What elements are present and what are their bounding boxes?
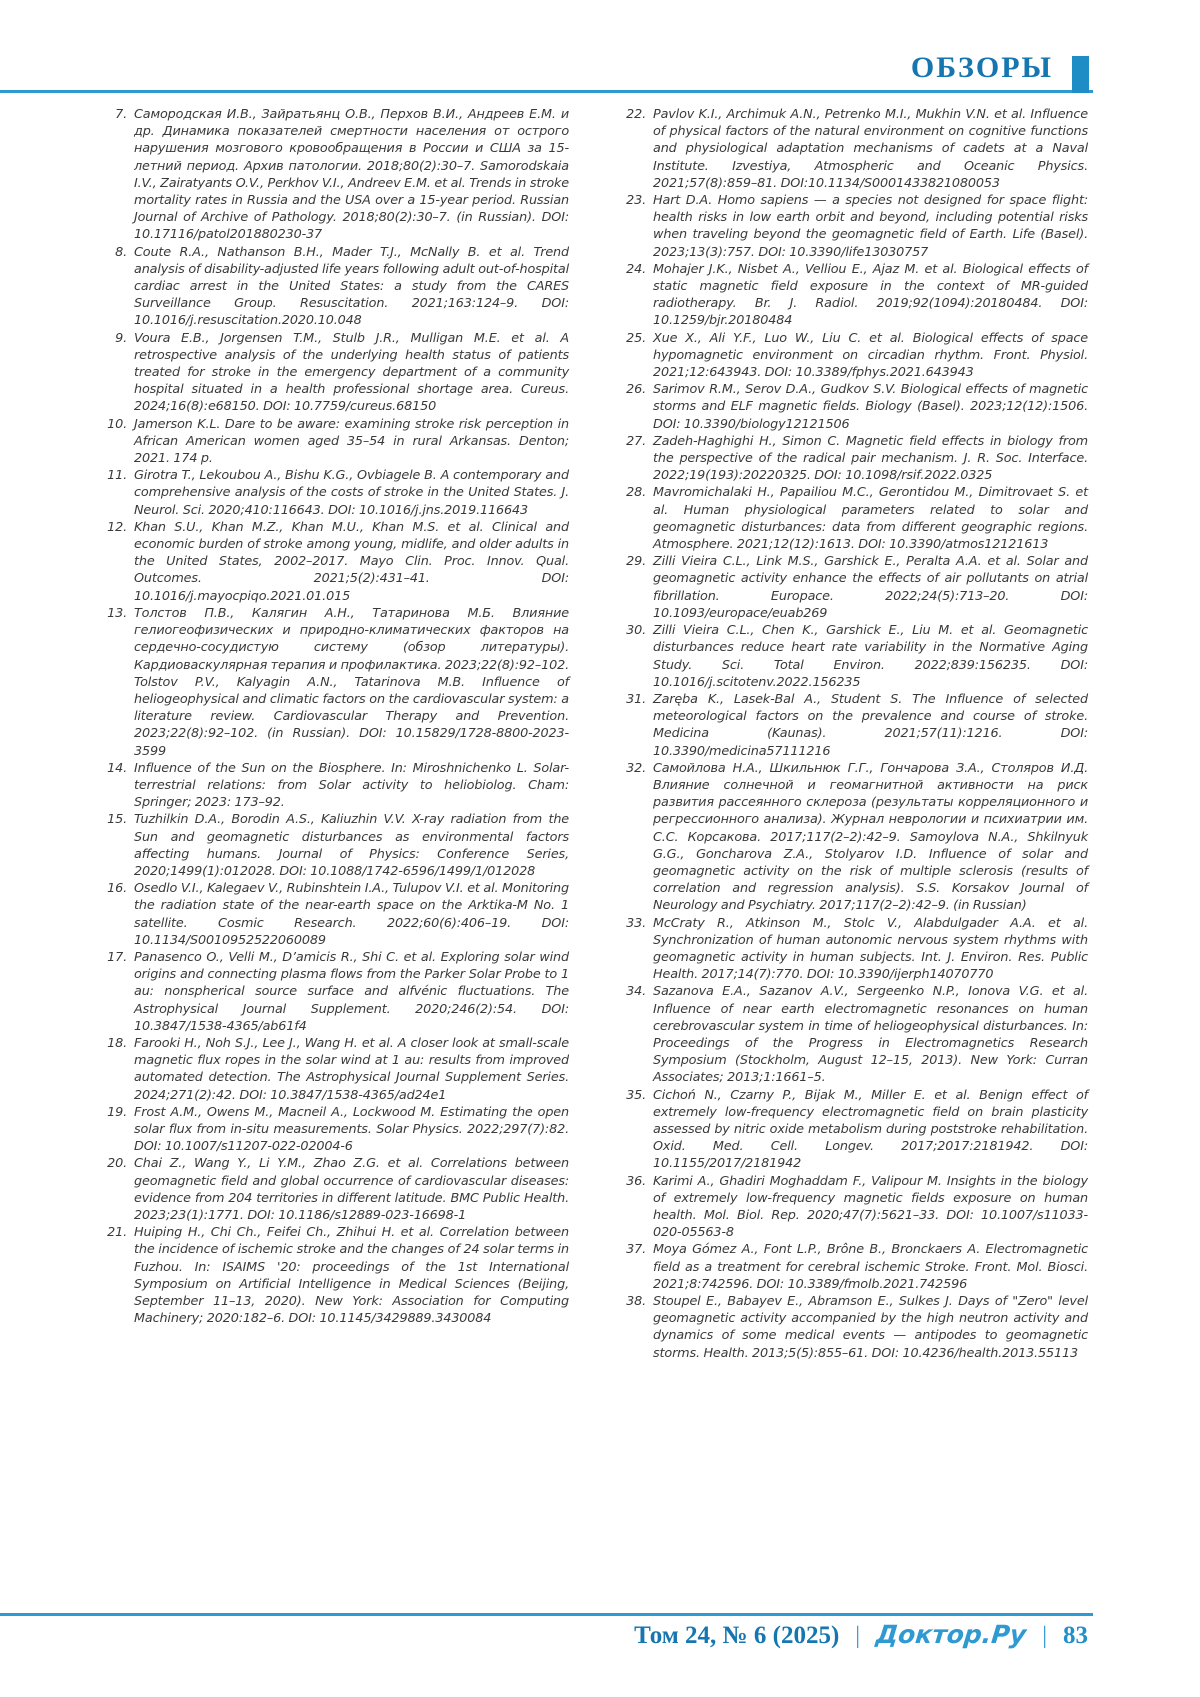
reference-text: Zadeh-Haghighi H., Simon C. Magnetic field effects in biology from the perspective of the radical pair mechanism. J. R. Soc. Interface. 2022;19(193):20220325. DOI: 10.1098/rsif.2022.0325 [653, 433, 1088, 484]
reference-item [100, 519, 569, 605]
reference-item [100, 467, 569, 519]
reference-number: 31. [626, 691, 646, 707]
reference-item [619, 553, 1088, 622]
footer [634, 1620, 1088, 1650]
reference-text: Khan S.U., Khan M.Z., Khan M.U., Khan M.S. et al. Clinical and economic burden of stroke among young, midlife, and older adults in the United States, 2002–2017. Mayo Clin. Proc. Innov. Qual. Outcomes. 2021;5(2):431–41. DOI: 10.1016/j.mayocpiqo.2021.01.015 [134, 519, 569, 604]
reference-text: Frost A.M., Owens M., Macneil A., Lockwood M. Estimating the open solar flux from in-situ measurements. Solar Physics. 2022;297(7):82. DOI: 10.1007/s11207-022-02004-6 [134, 1104, 569, 1155]
reference-item [619, 983, 1088, 1086]
footer-rule [0, 1613, 1093, 1616]
reference-text: Толстов П.В., Калягин А.Н., Татаринова М.Б. Влияние гелиогеофизических и природно-климатических факторов на сердечно-сосудистую систему (обзор литературы). Кардиоваскулярная терапия и профилактика. 2023;22(8):92–102. Tolstov P.V., Kalyagin A.N., Tatarinova M.B. Influence of heliogeophysical and climatic factors on the cardiovascular system: a literature review. Cardiovascular Therapy and Prevention. 2023;22(8):92–102. (in Russian). DOI: 10.15829/1728-8800-2023-3599 [134, 605, 569, 759]
reference-text: Самойлова Н.А., Шкильнюк Г.Г., Гончарова З.А., Столяров И.Д. Влияние солнечной и геомагнитной активности на риск развития рассеянного склероза (результаты корреляционного и регрессионного анализа). Журнал неврологии и психиатрии им. С.С. Корсакова. 2017;117(2–2):42–9. Samoylova N.A., Shkilnyuk G.G., Goncharova Z.A., Stolyarov I.D. Influence of solar and geomagnetic activity on the risk of multiple sclerosis (results of correlation and regression analysis). S.S. Korsakov Journal of Neurology and Psychiatry. 2017;117(2–2):42–9. (in Russian) [653, 760, 1088, 914]
references-section [100, 106, 1088, 1362]
reference-number: 19. [107, 1104, 127, 1120]
journal-brand-logo: Доктор.Ру [874, 1620, 1028, 1649]
reference-number: 20. [107, 1156, 127, 1172]
reference-number: 18. [107, 1035, 127, 1051]
reference-text: Самородская И.В., Зайратьянц О.В., Перхов В.И., Андреев Е.М. и др. Динамика показателей смертности населения от острого нарушения мозгового кровообращения в России и США за 15-летний период. Архив патологии. 2018;80(2):30–7. Samorodskaia I.V., Zairatyants O.V., Perkhov V.I., Andreev E.M. et al. Trends in stroke mortality rates in Russia and the USA over a 15-year period. Russian Journal of Archive of Pathology. 2018;80(2):30–7. (in Russian). DOI: 10.17116/patol201880230-37 [134, 107, 569, 243]
reference-text: Karimi A., Ghadiri Moghaddam F., Valipour M. Insights in the biology of extremely low-frequency magnetic fields exposure on human health. Mol. Biol. Rep. 2020;47(7):5621–33. DOI: 10.1007/s11033-020-05563-8 [653, 1173, 1088, 1241]
reference-text: Mavromichalaki H., Papailiou M.C., Gerontidou M., Dimitrovaet S. et al. Human physiological parameters related to solar and geomagnetic disturbances: data from different geographic regions. Atmosphere. 2021;12(12):1613. DOI: 10.3390/atmos12121613 [653, 485, 1088, 553]
reference-text: Zilli Vieira C.L., Chen K., Garshick E., Liu M. et al. Geomagnetic disturbances reduce heart rate variability in the Normative Aging Study. Sci. Total Environ. 2022;839:156235. DOI: 10.1016/j.scitotenv.2022.156235 [653, 623, 1088, 690]
reference-number: 36. [626, 1173, 646, 1189]
reference-item [619, 1293, 1088, 1362]
reference-text: Zilli Vieira C.L., Link M.S., Garshick E., Peralta A.A. et al. Solar and geomagnetic activity enhance the effects of air pollutants on atrial fibrillation. Europace. 2022;24(5):713–20. DOI: 10.1093/europace/euab269 [653, 554, 1088, 621]
reference-number: 8. [115, 244, 127, 260]
reference-number: 30. [626, 623, 646, 639]
reference-text: Girotra T., Lekoubou A., Bishu K.G., Ovbiagele B. A contemporary and comprehensive analysis of the costs of stroke in the United States. J. Neurol. Sci. 2020;410:116643. DOI: 10.1016/j.jns.2019.116643 [134, 468, 569, 518]
reference-number: 38. [626, 1294, 646, 1310]
reference-item [100, 880, 569, 949]
reference-item [619, 106, 1088, 192]
reference-text: Influence of the Sun on the Biosphere. In: Miroshnichenko L. Solar-terrestrial relations: from Solar activity to heliobiolog. Cham: Springer; 2023: 173–92. [134, 760, 569, 811]
reference-item [619, 484, 1088, 553]
reference-item [619, 192, 1088, 261]
reference-item [619, 760, 1088, 915]
reference-number: 25. [626, 330, 646, 346]
reference-text: Jamerson K.L. Dare to be aware: examining stroke risk perception in African American women aged 35–54 in rural Arkansas. Denton; 2021. 174 p. [134, 416, 569, 467]
reference-text: Mohajer J.K., Nisbet A., Velliou E., Ajaz M. et al. Biological effects of static magnetic field exposure in the context of MR-guided radiotherapy. Br. J. Radiol. 2019;92(1094):20180484. DOI: 10.1259/bjr.20180484 [653, 261, 1088, 329]
reference-number: 28. [626, 485, 646, 501]
references-column-right [619, 106, 1088, 1362]
reference-item [100, 1224, 569, 1327]
reference-number: 35. [626, 1087, 646, 1103]
header-rule [0, 90, 1093, 93]
reference-text: Xue X., Ali Y.F., Luo W., Liu C. et al. Biological effects of space hypomagnetic environment on circadian rhythm. Front. Physiol. 2021;12:643943. DOI: 10.3389/fphys.2021.643943 [653, 330, 1088, 381]
reference-item [619, 1173, 1088, 1242]
reference-item [100, 1104, 569, 1156]
references-column-left [100, 106, 569, 1327]
reference-text: Chai Z., Wang Y., Li Y.M., Zhao Z.G. et al. Correlations between geomagnetic field and global occurrence of cardiovascular diseases: evidence from 204 territories in different latitude. BMC Public Health. 2023;23(1):1771. DOI: 10.1186/s12889-023-16698-1 [134, 1156, 569, 1223]
reference-item [619, 381, 1088, 433]
page-number: 83 [1063, 1622, 1088, 1649]
reference-item [100, 416, 569, 468]
reference-text: Zaręba K., Lasek-Bal A., Student S. The Influence of selected meteorological factors on the prevalence and course of stroke. Medicina (Kaunas). 2021;57(11):1216. DOI: 10.3390/medicina57111216 [653, 691, 1088, 759]
reference-item [619, 915, 1088, 984]
reference-number: 29. [626, 554, 646, 570]
reference-item [619, 691, 1088, 760]
reference-number: 17. [107, 949, 127, 965]
footer-separator: | [1042, 1623, 1047, 1649]
reference-number: 22. [626, 107, 646, 122]
reference-number: 37. [626, 1242, 646, 1258]
reference-item [100, 1035, 569, 1104]
reference-number: 13. [107, 605, 127, 621]
reference-text: Huiping H., Chi Ch., Feifei Ch., Zhihui H. et al. Correlation between the incidence of ischemic stroke and the changes of 24 solar terms in Fuzhou. In: ISAIMS '20: proceedings of the 1st International Symposium on Artificial Intelligence in Medical Sciences (Beijing, September 11–13, 2020). New York: Association for Computing Machinery; 2020:182–6. DOI: 10.1145/3429889.3430084 [134, 1225, 569, 1327]
reference-number: 11. [107, 468, 127, 484]
reference-item [100, 949, 569, 1035]
reference-item [619, 433, 1088, 485]
reference-text: Panasenco O., Velli M., D’amicis R., Shi C. et al. Exploring solar wind origins and connecting plasma flows from the Parker Solar Probe to 1 au: nonspherical source surface and alfvénic fluctuations. The Astrophysical Journal Supplement. 2020;246(2):54. DOI: 10.3847/1538-4365/ab61f4 [134, 949, 569, 1034]
reference-item [100, 811, 569, 880]
reference-item [100, 760, 569, 812]
reference-number: 12. [107, 519, 127, 535]
reference-text: Hart D.A. Homo sapiens — a species not designed for space flight: health risks in low earth orbit and beyond, including potential risks when traveling beyond the geomagnetic field of Earth. Life (Basel). 2023;13(3):757. DOI: 10.3390/life13030757 [653, 193, 1088, 260]
reference-item [619, 622, 1088, 691]
reference-item [100, 244, 569, 330]
reference-number: 15. [107, 812, 127, 828]
reference-number: 16. [107, 881, 127, 897]
reference-text: Voura E.B., Jorgensen T.M., Stulb J.R., Mulligan M.E. et al. A retrospective analysis of the underlying health status of patients treated for stroke in the emergency department of a community hospital situated in a health professional shortage area. Cureus. 2024;16(8):e68150. DOI: 10.7759/cureus.68150 [134, 330, 569, 415]
reference-text: Cichoń N., Czarny P., Bijak M., Miller E. et al. Benign effect of extremely low-frequency electromagnetic field on brain plasticity assessed by nitric oxide metabolism during poststroke rehabilitation. Oxid. Med. Cell. Longev. 2017;2017:2181942. DOI: 10.1155/2017/2181942 [653, 1087, 1088, 1172]
reference-item [100, 330, 569, 416]
reference-number: 21. [107, 1225, 127, 1241]
reference-item [100, 605, 569, 760]
reference-number: 34. [626, 984, 646, 1000]
reference-text: Pavlov K.I., Archimuk A.N., Petrenko M.I., Mukhin V.N. et al. Influence of physical factors of the natural environment on cognitive functions and physiological adaptation mechanisms of cadets at a Naval Institute. Izvestiya, Atmospheric and Oceanic Physics. 2021;57(8):859–81. DOI:10.1134/S0001433821080053 [653, 107, 1088, 191]
reference-number: 32. [626, 760, 646, 776]
reference-number: 9. [115, 330, 127, 346]
reference-text: Tuzhilkin D.A., Borodin A.S., Kaliuzhin V.V. X-ray radiation from the Sun and geomagnetic disturbances as environmental factors affecting humans. Journal of Physics: Conference Series, 2020;1499(1):012028. DOI: 10.1088/1742-6596/1499/1/012028 [134, 812, 569, 879]
reference-number: 27. [626, 433, 646, 449]
reference-text: Sazanova E.A., Sazanov A.V., Sergeenko N.P., Ionova V.G. et al. Influence of near earth electromagnetic resonances on human cerebrovascular system in time of heliogeophysical disturbances. In: Proceedings of the Progress in Electromagnetics Research Symposium (Stockholm, August 12–15, 2013). New York: Curran Associates; 2013;1:1661–5. [653, 984, 1088, 1086]
reference-text: Moya Gómez A., Font L.P., Brône B., Bronckaers A. Electromagnetic field as a treatment for cerebral ischemic Stroke. Front. Mol. Biosci. 2021;8:742596. DOI: 10.3389/fmolb.2021.742596 [653, 1242, 1088, 1292]
reference-number: 24. [626, 261, 646, 277]
reference-text: Stoupel E., Babayev E., Abramson E., Sulkes J. Days of "Zero" level geomagnetic activity accompanied by the high neutron activity and dynamics of some medical events — antipodes to geomagnetic storms. Health. 2013;5(5):855–61. DOI: 10.4236/health.2013.55113 [653, 1294, 1088, 1361]
reference-number: 23. [626, 193, 646, 209]
reference-number: 14. [107, 760, 127, 776]
reference-text: Coute R.A., Nathanson B.H., Mader T.J., McNally B. et al. Trend analysis of disability-adjusted life years following adult out-of-hospital cardiac arrest in the United States: a study from the CARES Surveillance Group. Resuscitation. 2021;163:124–9. DOI: 10.1016/j.resuscitation.2020.10.048 [134, 244, 569, 329]
reference-text: McCraty R., Atkinson M., Stolc V., Alabdulgader A.A. et al. Synchronization of human autonomic nervous system rhythms with geomagnetic activity in human subjects. Int. J. Environ. Res. Public Health. 2017;14(7):770. DOI: 10.3390/ijerph14070770 [653, 915, 1088, 983]
reference-number: 26. [626, 382, 646, 398]
reference-item [619, 330, 1088, 382]
page-title: ОБЗОРЫ [910, 51, 1053, 84]
reference-number: 33. [626, 915, 646, 931]
reference-number: 10. [107, 416, 127, 432]
footer-volume-issue: Том 24, № 6 (2025) [634, 1622, 840, 1649]
reference-item [619, 1087, 1088, 1173]
reference-text: Osedlo V.I., Kalegaev V., Rubinshtein I.A., Tulupov V.I. et al. Monitoring the radiation state of the near-earth space on the Arktika-M No. 1 satellite. Cosmic Research. 2022;60(6):406–19. DOI: 10.1134/S0010952522060089 [134, 881, 569, 948]
reference-item [100, 106, 569, 244]
reference-item [619, 1241, 1088, 1293]
reference-item [100, 1155, 569, 1224]
reference-item [619, 261, 1088, 330]
footer-separator: | [855, 1623, 861, 1649]
reference-text: Farooki H., Noh S.J., Lee J., Wang H. et al. A closer look at small-scale magnetic flux ropes in the solar wind at 1 au: results from improved automated detection. The Astrophysical Journal Supplement Series. 2024;271(2):42. DOI: 10.3847/1538-4365/ad24e1 [134, 1035, 569, 1103]
header-accent-bar [1072, 56, 1089, 93]
reference-number: 7. [115, 107, 127, 122]
reference-text: Sarimov R.M., Serov D.A., Gudkov S.V. Biological effects of magnetic storms and ELF magnetic fields. Biology (Basel). 2023;12(12):1506. DOI: 10.3390/biology12121506 [653, 382, 1088, 432]
